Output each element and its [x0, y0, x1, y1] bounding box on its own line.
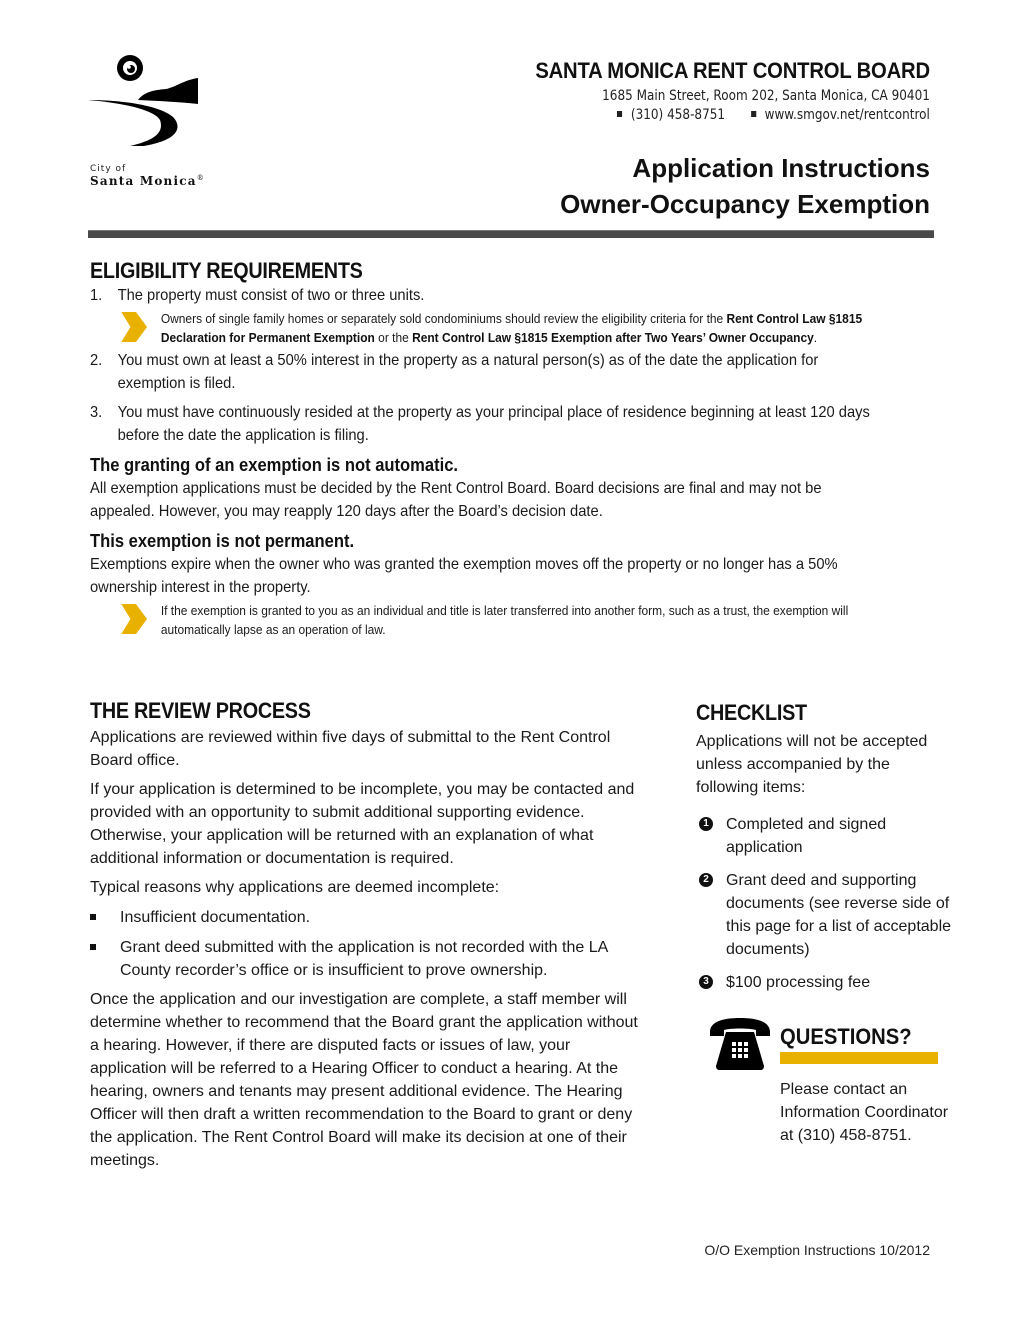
number-circle-icon: 3 — [699, 975, 713, 989]
incomplete-reason-item — [90, 936, 650, 982]
footer-version: O/O Exemption Instructions 10/2012 — [704, 1242, 930, 1258]
questions-heading: QUESTIONS? — [780, 1024, 912, 1049]
chevron-right-icon — [121, 312, 147, 342]
checklist-item — [696, 869, 966, 961]
santa-monica-logo-icon — [84, 54, 214, 154]
logo-city-name — [90, 174, 205, 188]
not-permanent-note — [90, 601, 872, 639]
eligibility-item — [90, 349, 872, 395]
questions-text: Please contact an Information Coordinator at (310) 458-8751. — [780, 1081, 949, 1144]
checklist-item-text: Completed and signed application — [726, 816, 887, 856]
incomplete-reason-item — [90, 906, 650, 929]
questions-accent-bar — [780, 1052, 938, 1064]
title-line-1: Application Instructions — [632, 153, 930, 183]
checklist-section — [696, 700, 966, 994]
org-address: 1685 Main Street, Room 202, Santa Monica, CA 90401 — [602, 88, 930, 104]
eligibility-note — [90, 309, 872, 347]
item-number: 1. — [90, 287, 103, 304]
item-number: 3. — [90, 404, 103, 421]
item-number: 2. — [90, 352, 103, 369]
not-permanent-heading: This exemption is not permanent. — [90, 531, 355, 551]
review-process-section — [90, 698, 650, 1172]
item-text: You must have continuously resided at the property as your principal place of residence beginning at least 120 days before the date the application is filing. — [117, 404, 870, 444]
registered-mark: ® — [196, 174, 205, 182]
logo-city-of: City of — [90, 164, 127, 174]
org-website-link[interactable]: www.smgov.net/rentcontrol — [764, 107, 930, 123]
square-bullet-icon — [751, 111, 756, 117]
item-text: The property must consist of two or three units. — [117, 287, 425, 304]
number-circle-icon: 2 — [699, 873, 713, 887]
header-divider — [88, 230, 934, 238]
square-bullet-icon — [90, 914, 96, 920]
document-title — [560, 150, 930, 222]
telephone-icon — [708, 1018, 772, 1070]
checklist-item — [696, 971, 966, 994]
rcl-permanent-exemption-link: Rent Control Law §1815 Declaration for Permanent Exemption — [160, 311, 863, 345]
note-text: or the — [374, 330, 413, 345]
number-circle-icon: 1 — [699, 817, 713, 831]
org-contact — [561, 107, 930, 123]
review-paragraph: Applications are reviewed within five days of submittal to the Rent Control Board office. — [90, 729, 611, 769]
eligibility-section — [90, 258, 940, 641]
square-bullet-icon — [90, 944, 96, 950]
chevron-right-icon — [121, 604, 147, 634]
bullet-text: Grant deed submitted with the application is not recorded with the LA County recorder’s office or is insufficient to prove ownership. — [120, 939, 608, 979]
rcl-two-year-exemption-link: Rent Control Law §1815 Exemption after Two Years’ Owner Occupancy — [412, 330, 814, 345]
org-header — [501, 58, 930, 123]
checklist-heading: CHECKLIST — [696, 700, 807, 725]
review-heading: THE REVIEW PROCESS — [90, 698, 311, 723]
checklist-item-text: $100 processing fee — [726, 974, 871, 991]
org-name: SANTA MONICA RENT CONTROL BOARD — [535, 58, 930, 83]
review-paragraph: Once the application and our investigation are complete, a staff member will determine whether to recommend that the Board grant the application without a hearing. However, if there are disputed facts or issues of law, your application will be referred to a Hearing Officer to conduct a hearing. At the hearing, owners and tenants may present additional evidence. The Hearing Officer will then draft a written recommendation to the Board to grant or deny the application. The Rent Control Board will make its decision at one of their meetings. — [90, 991, 638, 1169]
eligibility-item — [90, 401, 872, 447]
not-automatic-text: All exemption applications must be decided by the Rent Control Board. Board decisions are final and may not be appealed. However, you may reapply 120 days after the Board’s decision date. — [90, 480, 822, 520]
checklist-intro: Applications will not be accepted unless accompanied by the following items: — [696, 733, 928, 796]
square-bullet-icon — [617, 111, 622, 117]
bullet-text: Insufficient documentation. — [120, 909, 311, 926]
note-text: If the exemption is granted to you as an individual and title is later transferred into another form, such as a trust, the exemption will automatically lapse as an operation of law. — [160, 603, 849, 637]
title-line-2: Owner-Occupancy Exemption — [560, 189, 930, 219]
item-text: You must own at least a 50% interest in the property as a natural person(s) as of the date the application for exemption is filed. — [117, 352, 819, 392]
note-text: Owners of single family homes or separately sold condominiums should review the eligibility criteria for the — [160, 311, 727, 326]
checklist-item — [696, 813, 966, 859]
note-text: . — [813, 330, 818, 345]
eligibility-item — [90, 284, 872, 307]
city-logo — [84, 54, 214, 188]
org-phone: (310) 458-8751 — [630, 107, 726, 123]
review-paragraph: If your application is determined to be incomplete, you may be contacted and provided with an opportunity to submit additional supporting evidence. Otherwise, your application will be returned with an explanation of what additional information or documentation is required. — [90, 781, 635, 867]
checklist-item-text: Grant deed and supporting documents (see reverse side of this page for a list of acceptable documents) — [726, 872, 952, 958]
not-permanent-text: Exemptions expire when the owner who was granted the exemption moves off the property or no longer has a 50% ownership interest in the property. — [90, 556, 838, 596]
eligibility-heading: ELIGIBILITY REQUIREMENTS — [90, 258, 363, 283]
logo-name-text: Santa Monica — [90, 174, 197, 188]
not-automatic-heading: The granting of an exemption is not automatic. — [90, 455, 459, 475]
review-paragraph: Typical reasons why applications are deemed incomplete: — [90, 879, 500, 896]
